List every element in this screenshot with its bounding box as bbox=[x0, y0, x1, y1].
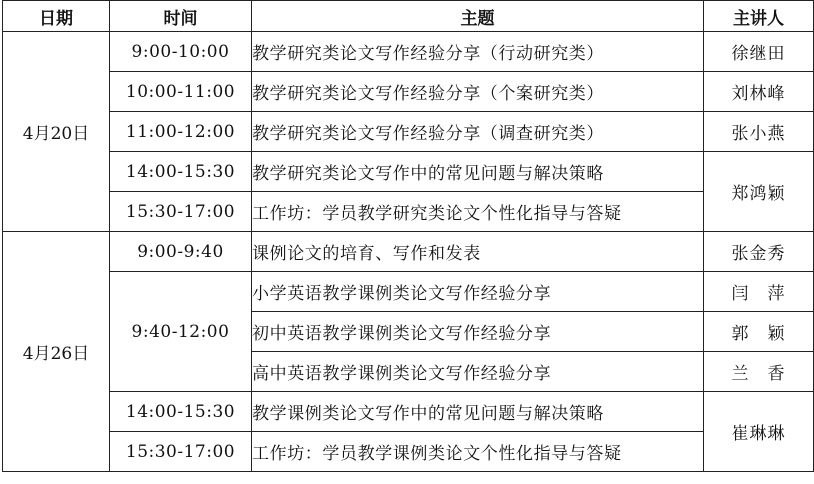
table-row bbox=[3, 112, 814, 152]
date-cell: 4月26日 bbox=[3, 232, 110, 472]
topic-cell: 高中英语教学课例类论文写作经验分享 bbox=[252, 352, 704, 392]
time-cell: 9:00-9:40 bbox=[110, 232, 252, 272]
header-time: 时间 bbox=[110, 1, 252, 32]
topic-cell: 课例论文的培育、写作和发表 bbox=[252, 232, 704, 272]
date-cell: 4月20日 bbox=[3, 32, 110, 232]
header-date: 日期 bbox=[3, 1, 110, 32]
table-row bbox=[3, 152, 814, 192]
time-cell: 15:30-17:00 bbox=[110, 432, 252, 472]
speaker-cell: 闫 萍 bbox=[704, 272, 814, 312]
speaker-cell: 兰 香 bbox=[704, 352, 814, 392]
table-row bbox=[3, 32, 814, 72]
table-row bbox=[3, 272, 814, 312]
time-cell: 11:00-12:00 bbox=[110, 112, 252, 152]
speaker-cell: 张金秀 bbox=[704, 232, 814, 272]
topic-cell: 教学研究类论文写作经验分享（调查研究类） bbox=[252, 112, 704, 152]
topic-cell: 教学课例类论文写作中的常见问题与解决策略 bbox=[252, 392, 704, 432]
speaker-cell: 崔琳琳 bbox=[704, 392, 814, 472]
schedule-table bbox=[2, 0, 814, 472]
topic-cell: 教学研究类论文写作经验分享（行动研究类） bbox=[252, 32, 704, 72]
time-cell: 9:00-10:00 bbox=[110, 32, 252, 72]
topic-cell: 教学研究类论文写作经验分享（个案研究类） bbox=[252, 72, 704, 112]
topic-cell: 小学英语教学课例类论文写作经验分享 bbox=[252, 272, 704, 312]
speaker-cell: 张小燕 bbox=[704, 112, 814, 152]
time-cell: 9:40-12:00 bbox=[110, 272, 252, 392]
topic-cell: 初中英语教学课例类论文写作经验分享 bbox=[252, 312, 704, 352]
time-cell: 14:00-15:30 bbox=[110, 392, 252, 432]
speaker-cell: 郭 颖 bbox=[704, 312, 814, 352]
time-cell: 10:00-11:00 bbox=[110, 72, 252, 112]
speaker-cell: 郑鸿颖 bbox=[704, 152, 814, 232]
topic-cell: 教学研究类论文写作中的常见问题与解决策略 bbox=[252, 152, 704, 192]
table-row bbox=[3, 392, 814, 432]
time-cell: 15:30-17:00 bbox=[110, 192, 252, 232]
speaker-cell: 刘林峰 bbox=[704, 72, 814, 112]
table-row bbox=[3, 72, 814, 112]
table-row bbox=[3, 432, 814, 472]
speaker-cell: 徐继田 bbox=[704, 32, 814, 72]
header-topic: 主题 bbox=[252, 1, 704, 32]
header-row bbox=[3, 1, 814, 32]
table-row bbox=[3, 192, 814, 232]
header-speaker: 主讲人 bbox=[704, 1, 814, 32]
topic-cell: 工作坊：学员教学研究类论文个性化指导与答疑 bbox=[252, 192, 704, 232]
topic-cell: 工作坊：学员教学课例类论文个性化指导与答疑 bbox=[252, 432, 704, 472]
time-cell: 14:00-15:30 bbox=[110, 152, 252, 192]
table-row bbox=[3, 232, 814, 272]
